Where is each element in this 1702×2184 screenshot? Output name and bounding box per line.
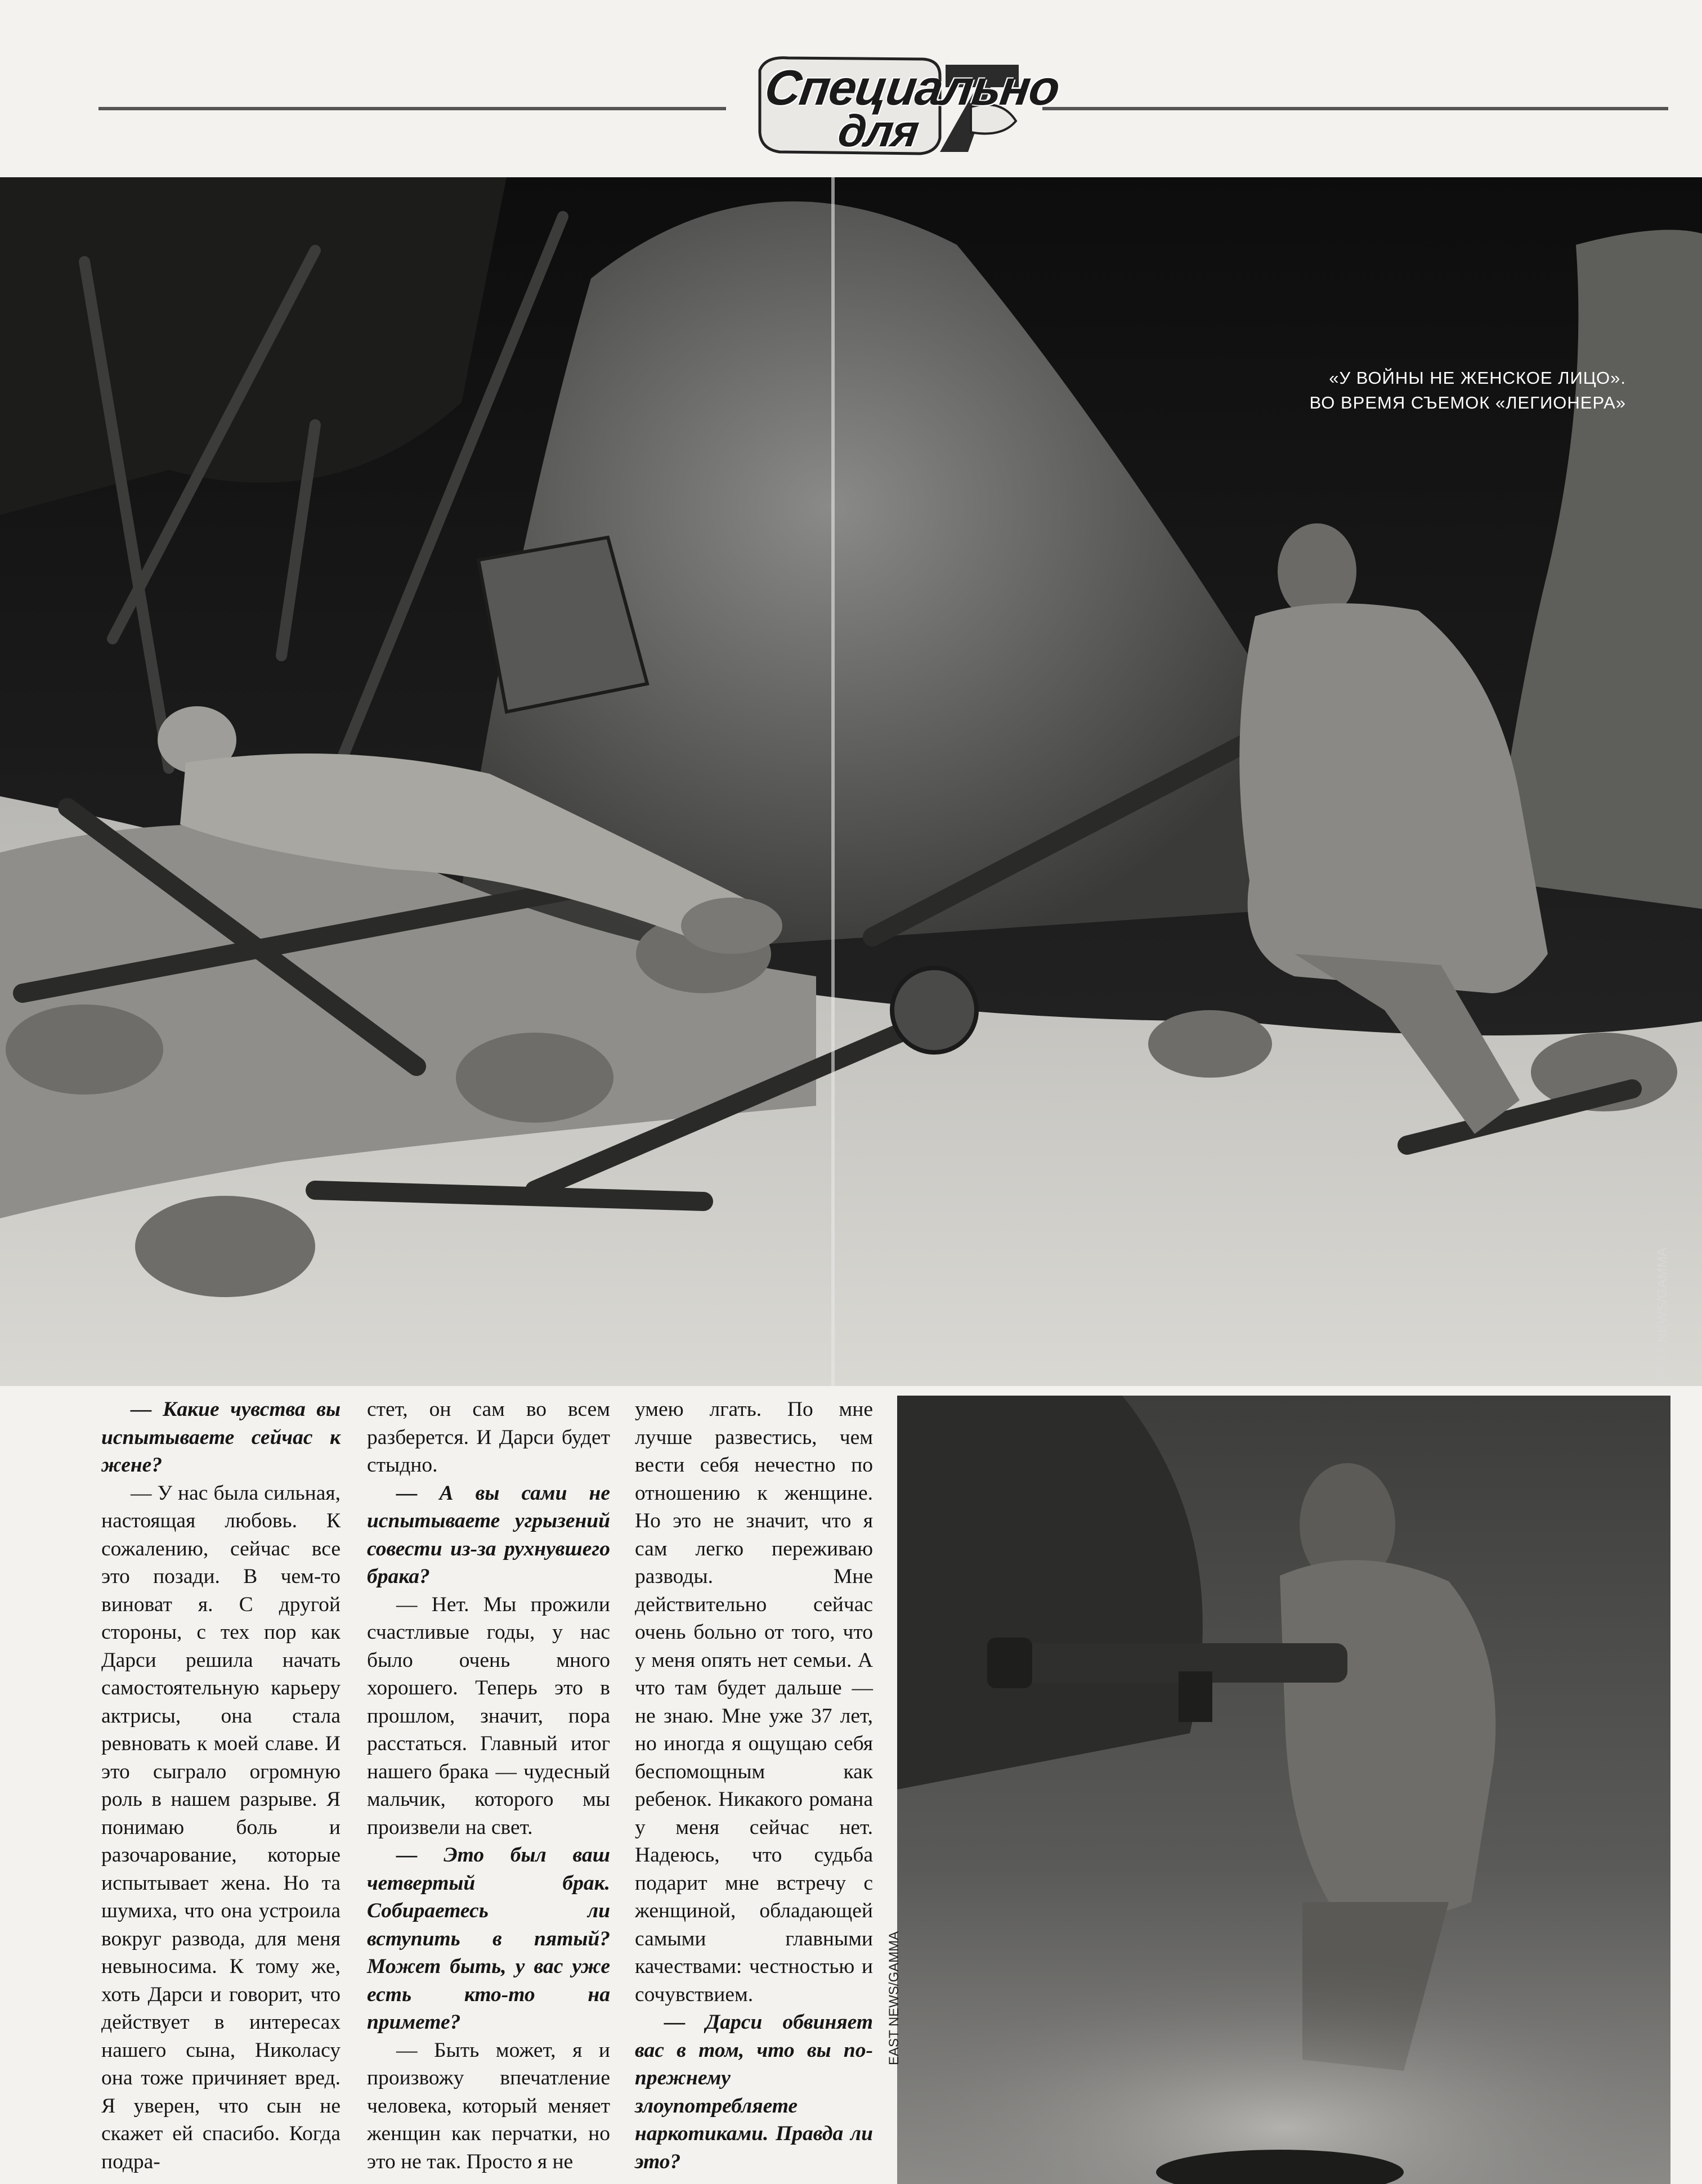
magazine-logo [754, 53, 1063, 158]
logo-line2: для [835, 106, 921, 156]
header-rule-right [1042, 107, 1668, 110]
answer-1-continued: стет, он сам во всем разберется. И Дарси будет стыдно. [367, 1398, 610, 1477]
side-photo-scene [897, 1396, 1670, 2184]
side-photo [897, 1396, 1670, 2184]
main-photo-caption [1310, 366, 1626, 415]
header-rule-left [98, 107, 726, 110]
caption-line1: «У ВОЙНЫ НЕ ЖЕНСКОЕ ЛИЦО». [1329, 368, 1626, 388]
answer-3-continued: умею лгать. По мне лучше развестись, чем вести себя нечестно по отношению к женщине. Но это не значит, что я сам легко переживаю разводы. Мне действительно сейчас очень больно от того, что у меня опять нет семьи. А что там будет дальше — не знаю. Мне уже 37 лет, но иногда я ощущаю себя беспомощным как ребенок. Никакого романа у меня сейчас нет. Надеюсь, что судьба подарит мне встречу с женщиной, обладающей самыми главными качествами: честностью и сочувствием. [635, 1398, 873, 2006]
answer-3: — Быть может, я и произвожу впечатление человека, который меняет женщин как перчатки, но это не так. Просто я не [367, 2038, 610, 2173]
side-photo-credit: EAST NEWS/GAMMA [886, 1931, 902, 2065]
question-2: — А вы сами не испытываете угрызений совести из-за рухнувшего брака? [367, 1481, 610, 1588]
main-photo-scene [0, 177, 1702, 1386]
article-column-3 [635, 1396, 873, 2176]
question-3: — Это был ваш четвертый брак. Собираетесь ли вступить в пятый? Может быть, у вас уже есть кто-то на примете? [367, 1844, 610, 2034]
answer-2: — Нет. Мы прожили счастливые годы, у нас было очень много хорошего. Теперь это в прошлом, значит, пора расстаться. Главный итог нашего брака — чудесный мальчик, которого мы произвели на свет. [367, 1593, 610, 1839]
main-photo-credit: EAST NEWS/GAMMA [1655, 1247, 1670, 1382]
logo-line1: Специально [762, 60, 1063, 115]
article-column-1 [101, 1396, 341, 2176]
article-column-2 [367, 1396, 610, 2176]
main-photo [0, 177, 1702, 1386]
question-4: — Дарси обвиняет вас в том, что вы по-прежнему злоупотребляете наркотиками. Правда ли это? [635, 2011, 873, 2173]
caption-line2: ВО ВРЕМЯ СЪЕМОК «ЛЕГИОНЕРА» [1309, 393, 1626, 412]
answer-1: — У нас была сильная, настоящая любовь. К сожалению, сейчас все это позади. В чем-то виноват я. С другой стороны, с тех пор как Дарси решила начать самостоятельную карьеру актрисы, она стала ревновать к моей славе. И это сыграло огромную роль в нашем разрыве. Я понимаю боль и разочарование, которые испытывает жена. Но та шумиха, что она устроила вокруг развода, для меня невыносима. К тому же, хоть Дарси и говорит, что действует в интересах нашего сына, Николасу она тоже причиняет вред. Я уверен, что сын не скажет ей спасибо. Когда подра- [101, 1481, 341, 2173]
question-1: — Какие чувства вы испытываете сейчас к жене? [101, 1398, 341, 1477]
